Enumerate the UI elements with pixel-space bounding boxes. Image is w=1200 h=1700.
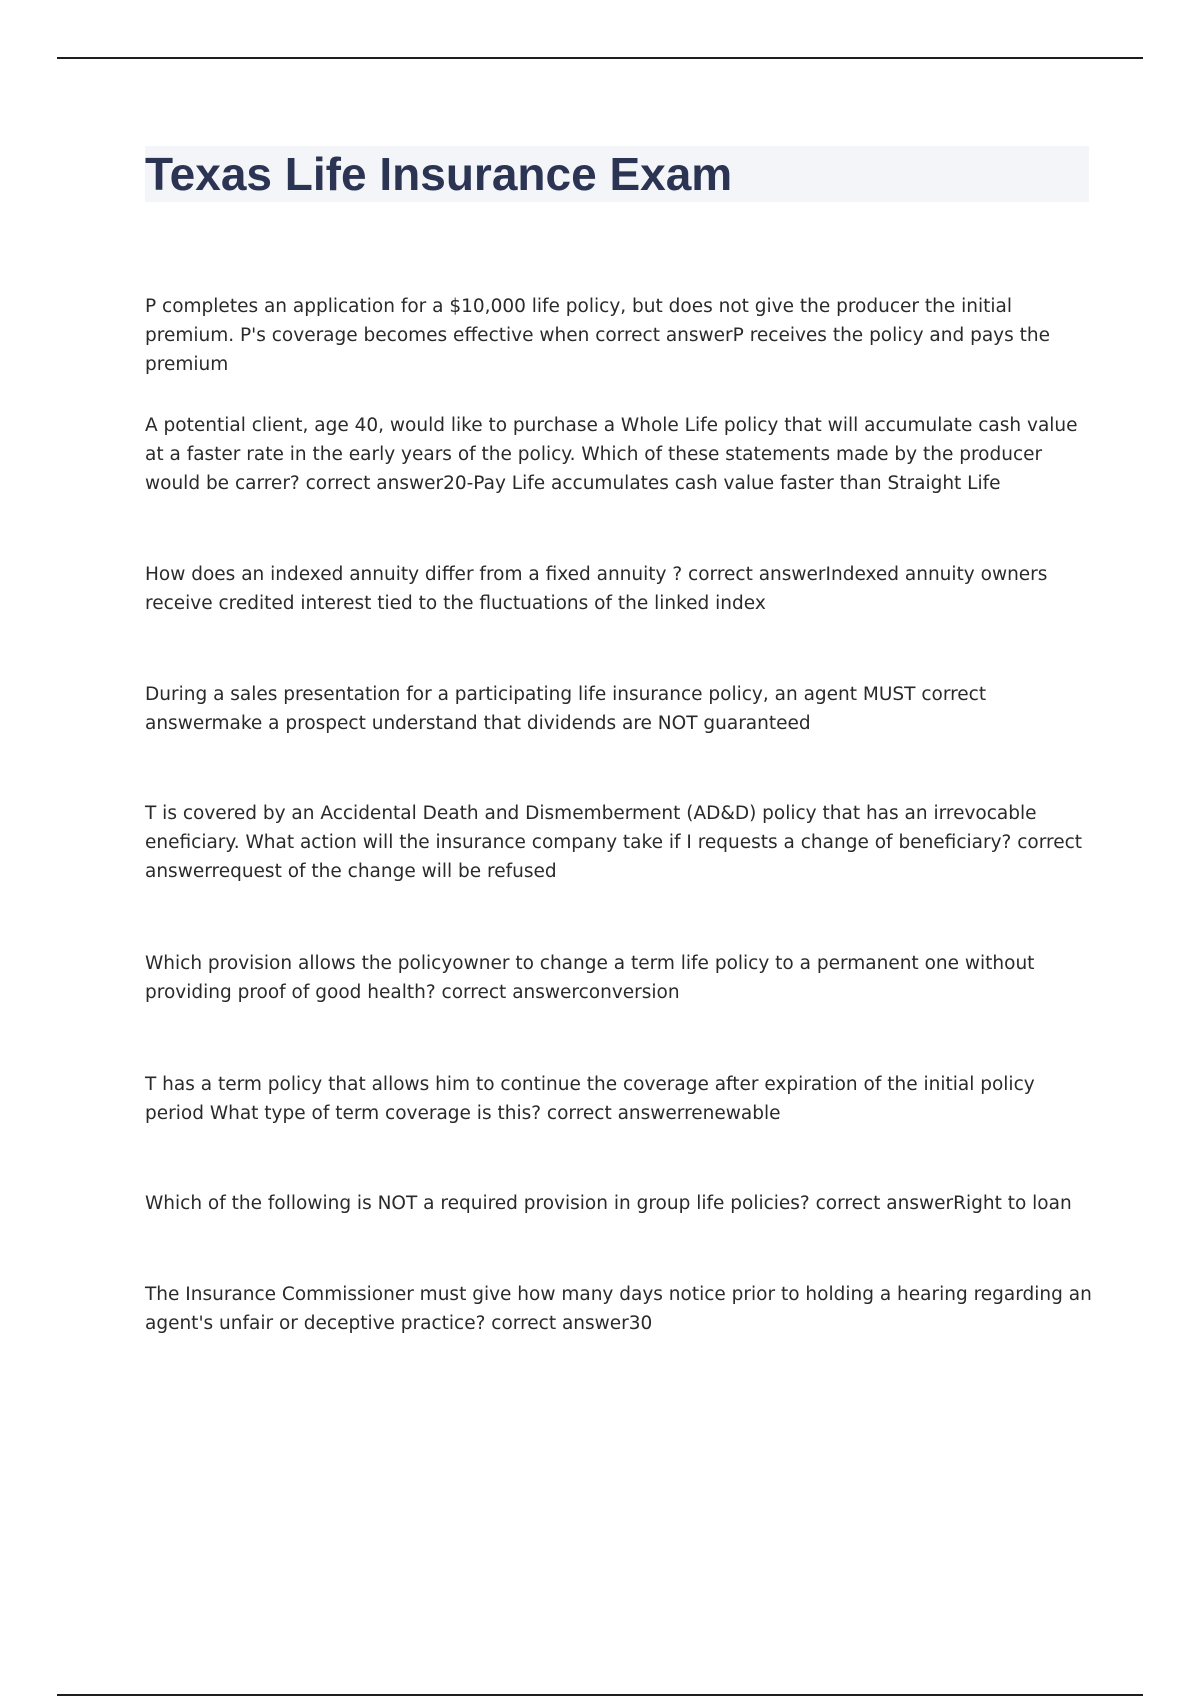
qa-item-9: The Insurance Commissioner must give how many days notice prior to holding a hearing regarding an agent's unfair or deceptive practice? correct answer30 — [145, 1284, 1092, 1334]
top-rule — [57, 57, 1143, 59]
qa-item-6: Which provision allows the policyowner to change a term life policy to a permanent one without providing proof of good health? correct answerconversion — [145, 953, 1035, 1003]
qa-item-5: T is covered by an Accidental Death and Dismemberment (AD&D) policy that has an irrevocable eneficiary. What action will the insurance company take if I requests a change of beneficiary? correct answerrequest of the change will be refused — [145, 803, 1083, 882]
qa-item-8: Which of the following is NOT a required provision in group life policies? correct answerRight to loan — [145, 1193, 1072, 1214]
qa-item-3: How does an indexed annuity differ from a fixed annuity ? correct answerIndexed annuity owners receive credited interest tied to the fluctuations of the linked index — [145, 564, 1048, 614]
bottom-rule — [57, 1694, 1143, 1696]
qa-item-1: P completes an application for a $10,000 life policy, but does not give the producer the initial premium. P's coverage becomes effective when correct answerP receives the policy and pays the premium — [145, 296, 1051, 375]
qa-item-4: During a sales presentation for a participating life insurance policy, an agent MUST correct answermake a prospect understand that dividends are NOT guaranteed — [145, 684, 987, 734]
qa-item-2: A potential client, age 40, would like to purchase a Whole Life policy that will accumulate cash value at a faster rate in the early years of the policy. Which of these statements made by the producer would be carrer? correct answer20-Pay Life accumulates cash value faster than Straight Life — [145, 415, 1078, 494]
qa-item-7: T has a term policy that allows him to continue the coverage after expiration of the initial policy period What type of term coverage is this? correct answerrenewable — [145, 1074, 1035, 1124]
page-title: Texas Life Insurance Exam — [145, 148, 733, 200]
